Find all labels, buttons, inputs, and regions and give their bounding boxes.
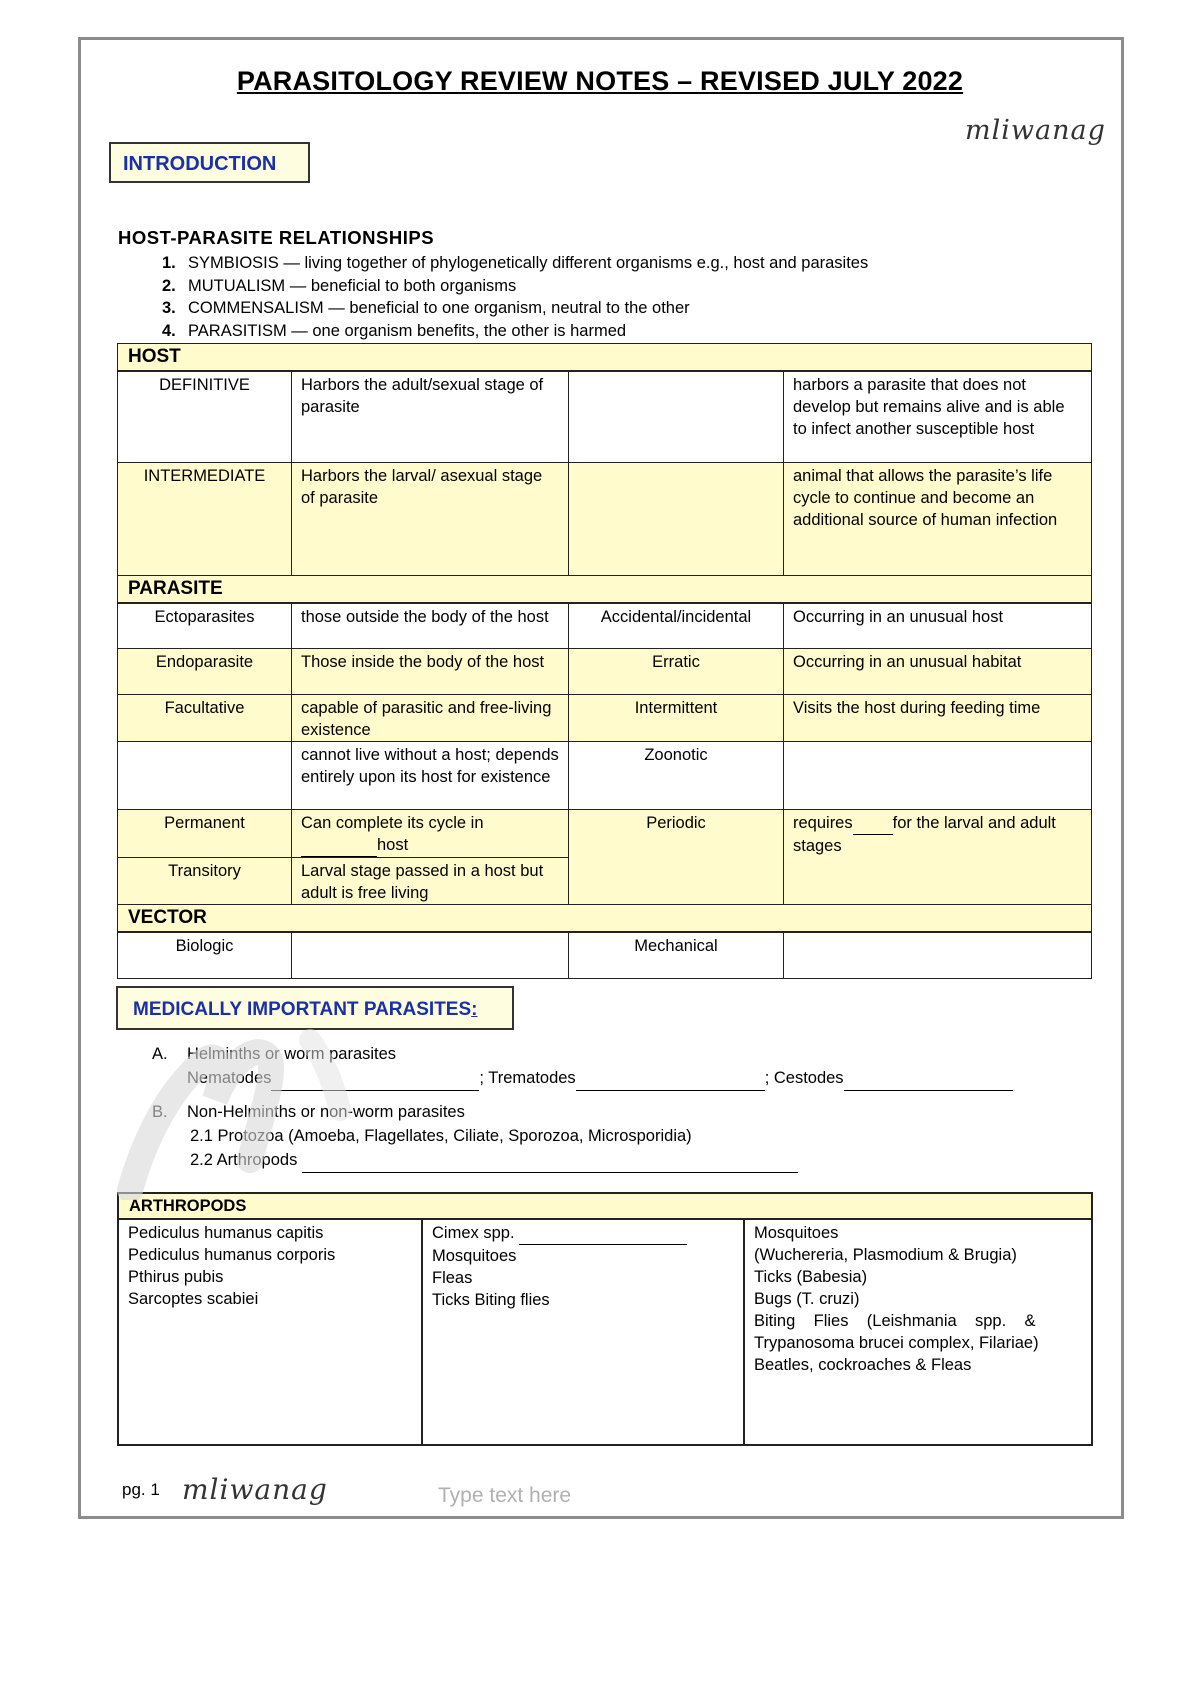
table-cell: capable of parasitic and free-living existence (292, 695, 569, 742)
introduction-heading: INTRODUCTION (109, 142, 310, 183)
table-row (118, 695, 1092, 742)
page-title: PARASITOLOGY REVIEW NOTES – REVISED JULY 2022 (236, 66, 964, 96)
table-cell: DEFINITIVE (118, 371, 292, 462)
table-cell (784, 742, 1092, 810)
list-item: 1. SYMBIOSIS — living together of phylogenetically different organisms e.g., host and parasites (162, 254, 869, 272)
table-cell (118, 742, 292, 810)
table-row (118, 1193, 1092, 1219)
table-cell: Zoonotic (569, 742, 784, 810)
helminths-line: A. Helminths or worm parasites (152, 1045, 397, 1063)
table-cell: Accidental/incidental (569, 603, 784, 649)
table-cell (292, 932, 569, 978)
table-row (118, 575, 1092, 603)
relationships-list (162, 252, 868, 342)
table-cell: Visits the host during feeding time (784, 695, 1092, 742)
table-cell: Occurring in an unusual host (784, 603, 1092, 649)
arthropods-table (117, 1192, 1093, 1446)
table-cell: Intermittent (569, 695, 784, 742)
list-item: 2. MUTUALISM — beneficial to both organisms (162, 276, 517, 295)
host-section-heading: HOST (118, 344, 1092, 372)
table-row (118, 1219, 1092, 1445)
table-cell: requires for the larval and adult stages (784, 810, 1092, 905)
text-placeholder[interactable]: Type text here (438, 1484, 572, 1507)
table-row (118, 810, 1092, 858)
table-cell: Harbors the larval/ asexual stage of parasite (292, 462, 569, 575)
table-row (118, 344, 1092, 372)
table-cell: Ectoparasites (118, 603, 292, 649)
table-cell: harbors a parasite that does not develop but remains alive and is able to infect another susceptible host (784, 371, 1092, 462)
table-cell: Periodic (569, 810, 784, 905)
table-cell: Pediculus humanus capitis Pediculus humanus corporis Pthirus pubis Sarcoptes scabiei (118, 1219, 422, 1445)
table-row (118, 603, 1092, 649)
table-cell: Transitory (118, 858, 292, 905)
table-cell: Mosquitoes (Wuchereria, Plasmodium & Brugia) Ticks (Babesia) Bugs (T. cruzi) Biting Flies (Leishmania spp. & Trypanosoma brucei complex, Filariae) Beatles, cockroaches & Fleas (744, 1219, 1092, 1445)
vector-section-heading: VECTOR (118, 905, 1092, 933)
table-cell: Facultative (118, 695, 292, 742)
table-row (118, 742, 1092, 810)
table-cell: animal that allows the parasite’s life cycle to continue and become an additional source of human infection (784, 462, 1092, 575)
helminths-blanks: Nematodes ; Trematodes ; Cestodes (187, 1066, 1013, 1091)
table-cell: cannot live without a host; depends entirely upon its host for existence (292, 742, 569, 810)
table-row (118, 371, 1092, 462)
host-parasite-table (117, 343, 1092, 979)
table-cell: those outside the body of the host (292, 603, 569, 649)
table-cell: Harbors the adult/sexual stage of parasite (292, 371, 569, 462)
table-row (118, 905, 1092, 933)
arthropods-heading: ARTHROPODS (118, 1193, 1092, 1219)
table-row (118, 649, 1092, 695)
arthropods-line: 2.2 Arthropods (190, 1148, 798, 1173)
table-row (118, 462, 1092, 575)
list-item: 3. COMMENSALISM — beneficial to one organism, neutral to the other (162, 299, 690, 317)
table-row (118, 932, 1092, 978)
table-cell: Those inside the body of the host (292, 649, 569, 695)
relationships-heading: HOST-PARASITE RELATIONSHIPS (118, 227, 435, 248)
table-cell (569, 371, 784, 462)
table-cell: Erratic (569, 649, 784, 695)
table-cell: Mechanical (569, 932, 784, 978)
table-cell: Biologic (118, 932, 292, 978)
protozoa-line: 2.1 Protozoa (Amoeba, Flagellates, Ciliate, Sporozoa, Microsporidia) (190, 1127, 692, 1145)
table-cell: Endoparasite (118, 649, 292, 695)
signature-bottom: mliwanag (182, 1473, 328, 1506)
parasite-section-heading: PARASITE (118, 575, 1092, 603)
list-item: 4. PARASITISM — one organism benefits, the other is harmed (162, 321, 627, 340)
non-helminths-line: B. Non-Helminths or non-worm parasites (152, 1103, 465, 1121)
page-number: pg. 1 (122, 1480, 160, 1499)
table-cell: Occurring in an unusual habitat (784, 649, 1092, 695)
table-cell (569, 462, 784, 575)
table-cell (784, 932, 1092, 978)
table-cell: INTERMEDIATE (118, 462, 292, 575)
table-cell: Can complete its cycle in host (292, 810, 569, 858)
table-cell: Permanent (118, 810, 292, 858)
table-cell: Cimex spp. Mosquitoes Fleas Ticks Biting flies (422, 1219, 744, 1445)
signature-top: mliwanag (965, 115, 1106, 146)
table-cell: Larval stage passed in a host but adult is free living (292, 858, 569, 905)
medically-important-heading: MEDICALLY IMPORTANT PARASITES: (116, 986, 514, 1030)
